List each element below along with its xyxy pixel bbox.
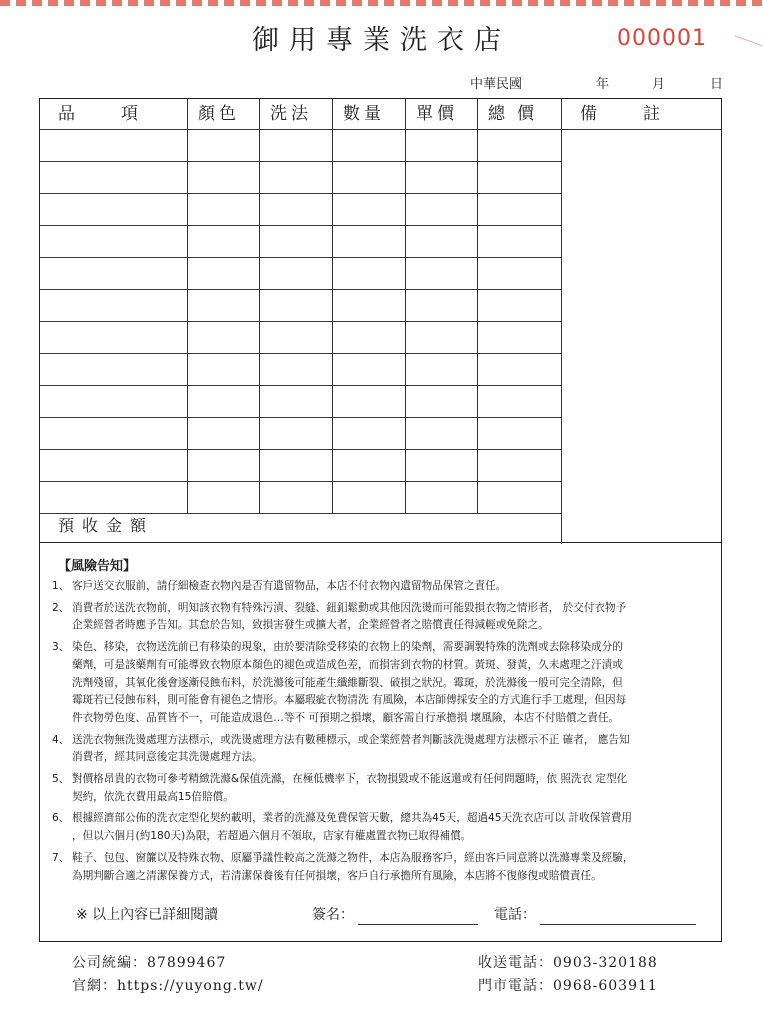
notice-line: 送洗衣物無洗燙處理方法標示，或洗燙處理方法有數種標示，或企業經營者判斷該洗燙處理方法標示不正 確者， 應告知 bbox=[72, 733, 630, 746]
table-row-line bbox=[40, 225, 561, 226]
table-row-line bbox=[40, 257, 561, 258]
table-column-line bbox=[259, 99, 260, 513]
header-color: 顏色 bbox=[198, 104, 240, 124]
phone-line[interactable] bbox=[540, 924, 696, 925]
footer-tax-id: 公司統編：87899467 bbox=[72, 955, 227, 971]
notice-line: 洗劑殘留，其氧化後會逐漸侵蝕布料，於洗滌後可能產生纖維斷裂、破損之狀況。霉斑，於洗滌後一般可完全清除，但 bbox=[72, 676, 623, 689]
notice-item-number: 3、 bbox=[52, 641, 70, 654]
notice-item bbox=[52, 732, 716, 767]
header-total: 總價 bbox=[488, 104, 546, 124]
notice-item bbox=[52, 771, 716, 806]
header-remark: 備 註 bbox=[580, 104, 664, 124]
notice-line: 對價格昂貴的衣物可參考精緻洗滌&保值洗滌，在極低機率下，衣物損毀或不能返還或有任何問題時，依 照洗衣 定型化 bbox=[72, 773, 628, 785]
prepaid-label: 預收金額 bbox=[58, 516, 155, 535]
notice-line: 鞋子、包包、窗簾以及特殊衣物、原屬爭議性較高之洗滌之物件，本店為服務客戶，經由客戶同意將以洗滌專業及經驗， bbox=[72, 851, 634, 864]
table-row-line bbox=[40, 385, 561, 386]
table-row-line bbox=[40, 129, 721, 130]
table-row-line bbox=[40, 481, 561, 482]
date-day: 日 bbox=[710, 77, 724, 92]
notice-line: 企業經營者時應予告知。其怠於告知，致損害發生或擴大者，企業經營者之賠償責任得減輕或免除之。 bbox=[72, 619, 549, 632]
header-unit-price: 單價 bbox=[416, 104, 458, 124]
notice-line: 客戶送交衣服前，請仔細檢查衣物內是否有遺留物品，本店不付衣物內遺留物品保管之責任。 bbox=[72, 580, 507, 592]
notice-item-number: 1、 bbox=[52, 580, 70, 592]
notice-line: 消費者，經其同意後定其洗燙處理方法。 bbox=[72, 751, 263, 764]
notice-item-number: 6、 bbox=[52, 812, 70, 825]
header-item: 品 項 bbox=[58, 104, 142, 124]
date-year: 年 bbox=[596, 77, 610, 92]
table-row-line bbox=[40, 449, 561, 450]
notice-line: 根據經濟部公佈的洗衣定型化契約載明，業者的洗滌及免費保管天數，總共為45天，超過45天洗衣店可以 計收保管費用 bbox=[72, 812, 633, 825]
acknowledge-text: ※ 以上內容已詳細閱讀 bbox=[76, 907, 219, 923]
notice-item-number: 2、 bbox=[52, 601, 70, 614]
table-row-line bbox=[40, 289, 561, 290]
notice-item-text bbox=[72, 771, 716, 806]
footer-website: 官網：https://yuyong.tw/ bbox=[72, 978, 264, 994]
notice-title: 【風險告知】 bbox=[58, 559, 137, 574]
notice-item-number: 5、 bbox=[52, 773, 70, 785]
table-row-line bbox=[40, 321, 561, 322]
notice-item-text bbox=[72, 810, 716, 845]
notice-item-text bbox=[72, 732, 716, 767]
header-wash: 洗法 bbox=[270, 104, 312, 124]
table-row-line bbox=[40, 161, 561, 162]
shop-title: 御用專業洗衣店 bbox=[252, 25, 511, 56]
table-column-line bbox=[332, 99, 333, 513]
notice-line: 霉斑若已侵蝕布料，則可能會有褪色之情形。本屬瑕疵衣物清洗 有風險，本店師傅採安全的方式進行手工處理，但因每 bbox=[72, 694, 627, 707]
notice-item bbox=[52, 850, 716, 885]
notice-line: 契約，依洗衣費用最高15倍賠償。 bbox=[72, 790, 234, 803]
signature-label: 簽名： bbox=[312, 907, 354, 923]
order-table bbox=[39, 98, 722, 543]
perforation-line bbox=[0, 0, 763, 6]
notice-line: 染色、移染，衣物送洗前已有移染的現象，由於要清除受移染的衣物上的染劑，需要調製特殊的洗劑或去除移染成分的 bbox=[72, 641, 623, 654]
table-column-line bbox=[405, 99, 406, 513]
notice-item-text bbox=[72, 850, 716, 885]
notice-item-text bbox=[72, 600, 716, 635]
risk-notice bbox=[39, 543, 722, 942]
table-row-line bbox=[40, 417, 561, 418]
serial-number: 000001 bbox=[617, 26, 707, 51]
notice-item bbox=[52, 810, 716, 845]
notice-item bbox=[52, 600, 716, 635]
table-row-line bbox=[40, 193, 561, 194]
footer-store-phone: 門市電話：0968-603911 bbox=[478, 978, 658, 994]
notice-item bbox=[52, 578, 716, 596]
table-column-line bbox=[561, 99, 562, 544]
signature-line[interactable] bbox=[358, 924, 478, 925]
notice-line: 為期判斷合適之清潔保養方式，若清潔保養後有任何損壞，客戶自行承擔所有風險，本店將不復修復或賠償責任。 bbox=[72, 869, 602, 882]
notice-item-text bbox=[72, 578, 716, 596]
table-row-line bbox=[40, 353, 561, 354]
header-qty: 數量 bbox=[343, 104, 385, 124]
notice-item-number: 4、 bbox=[52, 733, 70, 746]
table-column-line bbox=[477, 99, 478, 513]
notice-item bbox=[52, 639, 716, 728]
date-month: 月 bbox=[652, 77, 666, 92]
date-era: 中華民國 bbox=[470, 77, 523, 92]
notice-item-text bbox=[72, 639, 716, 728]
notice-line: ，但以六個月(約180天)為限，若超過六個月不領取，店家有權處置衣物已取得補償。 bbox=[72, 830, 472, 843]
footer-pickup-phone: 收送電話：0903-320188 bbox=[478, 955, 658, 971]
notice-line: 件衣物勞色度、品質皆不一，可能造成退色…等不 可預期之損壞，顧客需自行承擔損 壞風險，本店不付賠償之責任。 bbox=[72, 711, 620, 724]
phone-label: 電話： bbox=[494, 907, 536, 923]
table-column-line bbox=[187, 99, 188, 513]
notice-item-number: 7、 bbox=[52, 851, 70, 864]
notice-line: 藥劑，可是該藥劑有可能導致衣物原本顏色的褪色或造成色差，而損害到衣物的材質。黃斑、發黃，久未處理之汙漬或 bbox=[72, 658, 623, 671]
date-row bbox=[470, 73, 730, 93]
notice-line: 消費者於送洗衣物前，明知該衣物有特殊污漬、裂縫、鈕釦鬆動或其他因洗燙而可能毀損衣物之情形者， 於交付衣物予 bbox=[72, 601, 627, 614]
